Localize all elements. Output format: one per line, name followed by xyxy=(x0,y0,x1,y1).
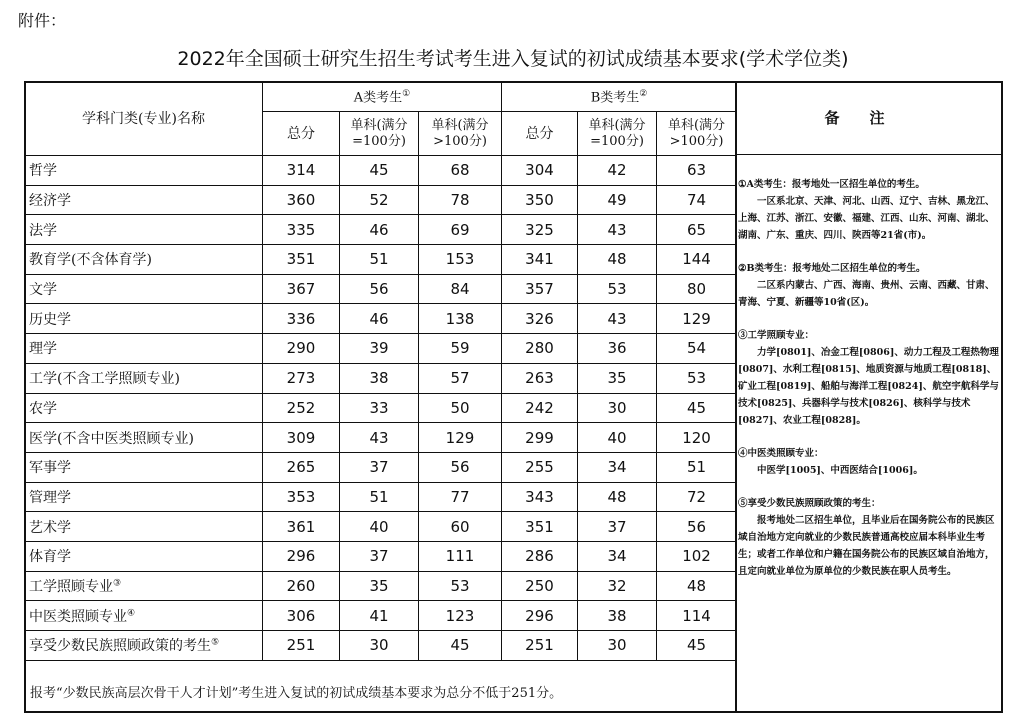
score-cell-b-s100: 37 xyxy=(578,512,657,542)
subject-header: 学科门类(专业)名称 xyxy=(25,82,263,156)
score-cell-b-s100: 43 xyxy=(578,215,657,245)
score-cell-a-s100: 46 xyxy=(340,304,419,334)
subject-name: 医学(不含中医类照顾专业) xyxy=(29,430,194,447)
subject-name: 工学(不含工学照顾专业) xyxy=(29,371,180,388)
score-cell-b-total: 350 xyxy=(502,185,578,215)
score-cell-b-s150: 74 xyxy=(657,185,737,215)
score-cell-a-total: 367 xyxy=(263,274,340,304)
score-cell-b-s100: 49 xyxy=(578,185,657,215)
score-cell-b-s150: 53 xyxy=(657,363,737,393)
score-cell-a-total: 296 xyxy=(263,541,340,571)
score-cell-b-total: 280 xyxy=(502,334,578,364)
score-cell-b-s100: 34 xyxy=(578,541,657,571)
subject-name-cell xyxy=(25,334,263,364)
subject-name: 理学 xyxy=(29,341,57,358)
note-engineering xyxy=(738,327,1000,429)
score-cell-a-total: 251 xyxy=(263,631,340,661)
score-cell-a-s100: 46 xyxy=(340,215,419,245)
score-cell-a-total: 265 xyxy=(263,452,340,482)
score-cell-a-s100: 37 xyxy=(340,541,419,571)
score-cell-b-s150: 102 xyxy=(657,541,737,571)
score-cell-a-s100: 37 xyxy=(340,452,419,482)
score-cell-b-s150: 120 xyxy=(657,423,737,453)
score-cell-b-total: 296 xyxy=(502,601,578,631)
note-a xyxy=(738,176,1000,244)
score-cell-a-s100: 51 xyxy=(340,482,419,512)
table-row xyxy=(25,452,737,482)
subject-name: 管理学 xyxy=(29,489,71,506)
group-a-mark: ① xyxy=(402,89,411,100)
col-a-single150: 单科(满分>100分) xyxy=(419,112,502,156)
score-cell-b-total: 343 xyxy=(502,482,578,512)
notes-divider xyxy=(735,81,737,713)
group-a-label: A类考生 xyxy=(353,90,403,106)
footnote-mark: ⑤ xyxy=(211,637,220,648)
subject-name: 法学 xyxy=(29,222,57,239)
table-row xyxy=(25,571,737,601)
score-cell-b-s150: 54 xyxy=(657,334,737,364)
score-cell-b-s100: 34 xyxy=(578,452,657,482)
score-cell-a-s100: 35 xyxy=(340,571,419,601)
subject-name-cell xyxy=(25,452,263,482)
table-row xyxy=(25,156,737,186)
subject-name-cell xyxy=(25,363,263,393)
score-cell-a-s150: 84 xyxy=(419,274,502,304)
subject-name: 经济学 xyxy=(29,193,71,210)
attachment-label: 附件： xyxy=(18,11,67,30)
score-cell-b-total: 250 xyxy=(502,571,578,601)
score-cell-b-s100: 42 xyxy=(578,156,657,186)
notes-header: 备注 xyxy=(736,81,1003,155)
score-cell-b-total: 325 xyxy=(502,215,578,245)
group-a-header xyxy=(263,82,502,112)
footer-note: 报考“少数民族高层次骨干人才计划”考生进入复试的初试成绩基本要求为总分不低于251分。 xyxy=(30,686,563,701)
table-row xyxy=(25,423,737,453)
score-cell-a-total: 353 xyxy=(263,482,340,512)
score-cell-a-s150: 129 xyxy=(419,423,502,453)
score-cell-a-s150: 153 xyxy=(419,245,502,275)
col-b-single150: 单科(满分>100分) xyxy=(657,112,737,156)
score-cell-b-s100: 30 xyxy=(578,393,657,423)
score-cell-a-s100: 56 xyxy=(340,274,419,304)
score-cell-a-s150: 59 xyxy=(419,334,502,364)
subject-name-cell xyxy=(25,304,263,334)
note-title: ④中医类照顾专业： xyxy=(738,448,824,459)
note-body: 力学[0801]、冶金工程[0806]、动力工程及工程热物理[0807]、水利工程[0815]、地质资源与地质工程[0818]、矿业工程[0819]、船舶与海洋工程[0824]、航空宇航科学与技术[0825]、兵器科学与技术[0826]、核科学与技术[0827]、农业工程[0828]。 xyxy=(738,347,999,426)
score-cell-a-s100: 38 xyxy=(340,363,419,393)
table-row xyxy=(25,631,737,661)
score-cell-a-s150: 45 xyxy=(419,631,502,661)
score-cell-a-s100: 39 xyxy=(340,334,419,364)
score-cell-b-total: 326 xyxy=(502,304,578,334)
subject-name: 军事学 xyxy=(29,460,71,477)
score-cell-b-total: 299 xyxy=(502,423,578,453)
score-cell-b-total: 255 xyxy=(502,452,578,482)
score-cell-a-total: 309 xyxy=(263,423,340,453)
subject-name-cell xyxy=(25,215,263,245)
score-cell-b-total: 341 xyxy=(502,245,578,275)
score-cell-b-total: 304 xyxy=(502,156,578,186)
score-cell-a-total: 290 xyxy=(263,334,340,364)
score-cell-a-s150: 69 xyxy=(419,215,502,245)
note-title: ①A类考生：报考地处一区招生单位的考生。 xyxy=(738,179,925,190)
subject-name-cell xyxy=(25,156,263,186)
score-cell-b-s150: 114 xyxy=(657,601,737,631)
score-cell-b-s150: 65 xyxy=(657,215,737,245)
score-cell-a-total: 306 xyxy=(263,601,340,631)
subject-name-cell xyxy=(25,423,263,453)
score-cell-b-total: 357 xyxy=(502,274,578,304)
table-row xyxy=(25,185,737,215)
score-cell-b-s100: 48 xyxy=(578,245,657,275)
score-cell-b-total: 263 xyxy=(502,363,578,393)
score-cell-b-total: 351 xyxy=(502,512,578,542)
score-cell-b-s150: 45 xyxy=(657,631,737,661)
page-title: 2022年全国硕士研究生招生考试考生进入复试的初试成绩基本要求(学术学位类) xyxy=(177,48,849,70)
col-b-total: 总分 xyxy=(502,112,578,156)
score-cell-a-s150: 53 xyxy=(419,571,502,601)
score-cell-b-total: 251 xyxy=(502,631,578,661)
score-cell-b-s100: 32 xyxy=(578,571,657,601)
note-body: 一区系北京、天津、河北、山西、辽宁、吉林、黑龙江、上海、江苏、浙江、安徽、福建、江西、山东、河南、湖北、湖南、广东、重庆、四川、陕西等21省(市)。 xyxy=(738,196,995,241)
score-cell-a-total: 335 xyxy=(263,215,340,245)
note-body: 中医学[1005]、中西医结合[1006]。 xyxy=(757,465,923,476)
score-cell-b-s150: 51 xyxy=(657,452,737,482)
table-row xyxy=(25,215,737,245)
score-cell-b-s100: 38 xyxy=(578,601,657,631)
score-cell-b-s150: 144 xyxy=(657,245,737,275)
group-b-mark: ② xyxy=(639,89,648,100)
col-a-total: 总分 xyxy=(263,112,340,156)
score-cell-b-s100: 35 xyxy=(578,363,657,393)
score-cell-a-s100: 33 xyxy=(340,393,419,423)
score-cell-a-total: 273 xyxy=(263,363,340,393)
note-minority xyxy=(738,495,1000,580)
subject-name-cell xyxy=(25,274,263,304)
note-title: ⑤享受少数民族照顾政策的考生： xyxy=(738,498,881,509)
note-tcm xyxy=(738,445,1000,479)
score-cell-a-total: 336 xyxy=(263,304,340,334)
score-cell-b-s150: 72 xyxy=(657,482,737,512)
subject-name: 教育学(不含体育学) xyxy=(29,252,152,269)
score-cell-a-s100: 30 xyxy=(340,631,419,661)
score-cell-b-s100: 43 xyxy=(578,304,657,334)
subject-name-cell xyxy=(25,185,263,215)
note-body: 二区系内蒙古、广西、海南、贵州、云南、西藏、甘肃、青海、宁夏、新疆等10省(区)。 xyxy=(738,280,995,308)
note-body: 报考地处二区招生单位，且毕业后在国务院公布的民族区域自治地方定向就业的少数民族普通高校应届本科毕业生考生；或者工作单位和户籍在国务院公布的民族区域自治地方，且定向就业单位为原单位的少数民族在职人员考生。 xyxy=(738,515,995,577)
score-cell-a-s150: 50 xyxy=(419,393,502,423)
subject-name: 工学照顾专业 xyxy=(29,578,113,595)
subject-name-cell xyxy=(25,245,263,275)
subject-name-cell xyxy=(25,631,263,661)
score-cell-a-s150: 123 xyxy=(419,601,502,631)
score-cell-a-s150: 56 xyxy=(419,452,502,482)
group-b-header xyxy=(502,82,737,112)
score-cell-a-total: 360 xyxy=(263,185,340,215)
score-cell-b-s100: 53 xyxy=(578,274,657,304)
score-cell-a-s100: 43 xyxy=(340,423,419,453)
score-cell-b-s150: 48 xyxy=(657,571,737,601)
score-cell-b-s100: 48 xyxy=(578,482,657,512)
score-cell-a-s100: 51 xyxy=(340,245,419,275)
score-cell-a-s150: 111 xyxy=(419,541,502,571)
score-cell-a-s150: 60 xyxy=(419,512,502,542)
score-cell-a-s150: 68 xyxy=(419,156,502,186)
note-title: ②B类考生：报考地处二区招生单位的考生。 xyxy=(738,263,926,274)
score-cell-a-total: 260 xyxy=(263,571,340,601)
subject-name: 艺术学 xyxy=(29,519,71,536)
table-row xyxy=(25,274,737,304)
subject-name: 体育学 xyxy=(29,549,71,566)
table-row xyxy=(25,393,737,423)
score-cell-b-s150: 63 xyxy=(657,156,737,186)
subject-name-cell xyxy=(25,482,263,512)
score-cell-b-s100: 36 xyxy=(578,334,657,364)
subject-name: 中医类照顾专业 xyxy=(29,608,127,625)
score-cell-b-total: 286 xyxy=(502,541,578,571)
col-b-single100: 单科(满分=100分) xyxy=(578,112,657,156)
score-cell-a-total: 361 xyxy=(263,512,340,542)
score-cell-a-s100: 52 xyxy=(340,185,419,215)
score-table xyxy=(24,81,737,711)
subject-name-cell xyxy=(25,571,263,601)
score-cell-a-total: 252 xyxy=(263,393,340,423)
score-cell-b-s150: 129 xyxy=(657,304,737,334)
subject-name-cell xyxy=(25,541,263,571)
subject-name-cell xyxy=(25,512,263,542)
score-cell-a-s100: 41 xyxy=(340,601,419,631)
table-row xyxy=(25,304,737,334)
subject-name: 享受少数民族照顾政策的考生 xyxy=(29,638,211,655)
notes-panel xyxy=(738,176,1000,596)
note-b xyxy=(738,260,1000,311)
subject-name-cell xyxy=(25,601,263,631)
score-cell-a-s150: 57 xyxy=(419,363,502,393)
table-row xyxy=(25,512,737,542)
subject-name: 文学 xyxy=(29,282,57,299)
score-cell-a-s150: 138 xyxy=(419,304,502,334)
subject-name: 农学 xyxy=(29,400,57,417)
note-title: ③工学照顾专业： xyxy=(738,330,815,341)
score-cell-a-s150: 78 xyxy=(419,185,502,215)
table-row xyxy=(25,541,737,571)
score-cell-b-s150: 80 xyxy=(657,274,737,304)
table-row xyxy=(25,601,737,631)
score-cell-b-s150: 56 xyxy=(657,512,737,542)
table-row xyxy=(25,334,737,364)
score-cell-b-s150: 45 xyxy=(657,393,737,423)
score-cell-a-total: 351 xyxy=(263,245,340,275)
subject-name: 历史学 xyxy=(29,311,71,328)
group-b-label: B类考生 xyxy=(590,90,640,106)
score-cell-b-s100: 30 xyxy=(578,631,657,661)
table-row xyxy=(25,245,737,275)
footnote-mark: ③ xyxy=(113,578,122,589)
subject-name-cell xyxy=(25,393,263,423)
col-a-single100: 单科(满分=100分) xyxy=(340,112,419,156)
score-cell-b-total: 242 xyxy=(502,393,578,423)
score-cell-a-s150: 77 xyxy=(419,482,502,512)
score-cell-a-s100: 45 xyxy=(340,156,419,186)
table-row xyxy=(25,363,737,393)
score-cell-a-s100: 40 xyxy=(340,512,419,542)
subject-name: 哲学 xyxy=(29,163,57,180)
score-cell-b-s100: 40 xyxy=(578,423,657,453)
table-row xyxy=(25,482,737,512)
footnote-mark: ④ xyxy=(127,608,136,618)
score-cell-a-total: 314 xyxy=(263,156,340,186)
